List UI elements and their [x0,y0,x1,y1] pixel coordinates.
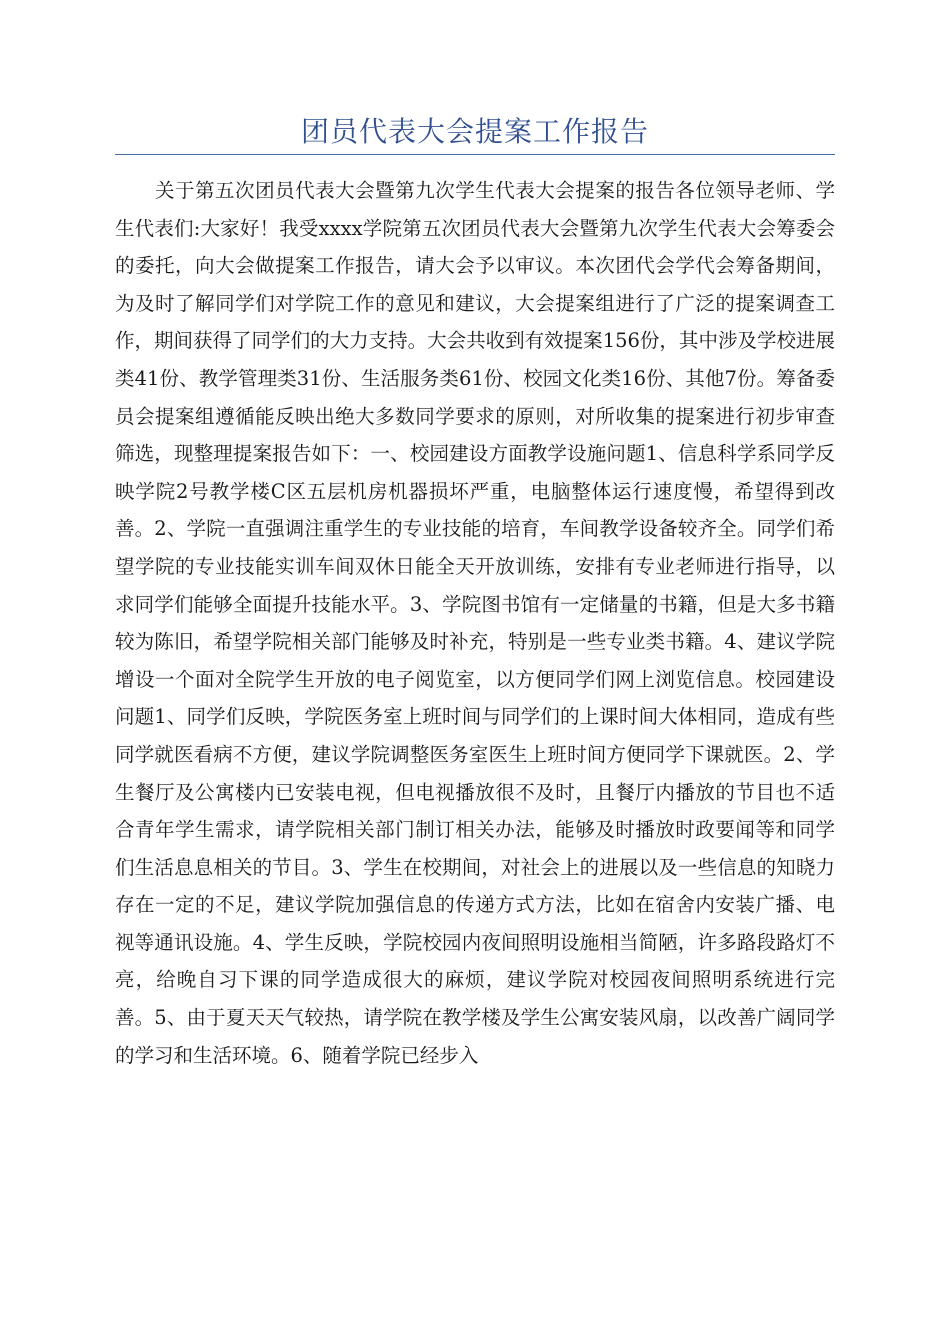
document-title: 团员代表大会提案工作报告 [300,115,649,148]
document-body: 关于第五次团员代表大会暨第九次学生代表大会提案的报告各位领导老师、学生代表们:大家好！我受xxxx学院第五次团员代表大会暨第九次学生代表大会筹委会的委托，向大会做提案工作报告，请大会予以审议。本次团代会学代会筹备期间，为及时了解同学们对学院工作的意见和建议，大会提案组进行了广泛的提案调查工作，期间获得了同学们的大力支持。大会共收到有效提案156份，其中涉及学校进展类41份、教学管理类31份、生活服务类61份、校园文化类16份、其他7份。筹备委员会提案组遵循能反映出绝大多数同学要求的原则，对所收集的提案进行初步审查筛选，现整理提案报告如下：一、校园建设方面教学设施问题1、信息科学系同学反映学院2号教学楼C区五层机房机器损坏严重，电脑整体运行速度慢，希望得到改善。2、学院一直强调注重学生的专业技能的培育，车间教学设备较齐全。同学们希望学院的专业技能实训车间双休日能全天开放训练，安排有专业老师进行指导，以求同学们能够全面提升技能水平。3、学院图书馆有一定储量的书籍，但是大多书籍较为陈旧，希望学院相关部门能够及时补充，特别是一些专业类书籍。4、建议学院增设一个面对全院学生开放的电子阅览室，以方便同学们网上浏览信息。校园建设问题1、同学们反映，学院医务室上班时间与同学们的上课时间大体相同，造成有些同学就医看病不方便，建议学院调整医务室医生上班时间方便同学下课就医。2、学生餐厅及公寓楼内已安装电视，但电视播放很不及时，且餐厅内播放的节目也不适合青年学生需求，请学院相关部门制订相关办法，能够及时播放时政要闻等和同学们生活息息相关的节目。3、学生在校期间，对社会上的进展以及一些信息的知晓力存在一定的不足，建议学院加强信息的传递方式方法，比如在宿舍内安装广播、电视等通讯设施。4、学生反映，学院校园内夜间照明设施相当简陋，许多路段路灯不亮，给晚自习下课的同学造成很大的麻烦，建议学院对校园夜间照明系统进行完善。5、由于夏天天气较热，请学院在教学楼及学生公寓安装风扇，以改善广阔同学的学习和生活环境。6、随着学院已经步入 [115,179,835,1067]
title-divider [115,154,835,155]
